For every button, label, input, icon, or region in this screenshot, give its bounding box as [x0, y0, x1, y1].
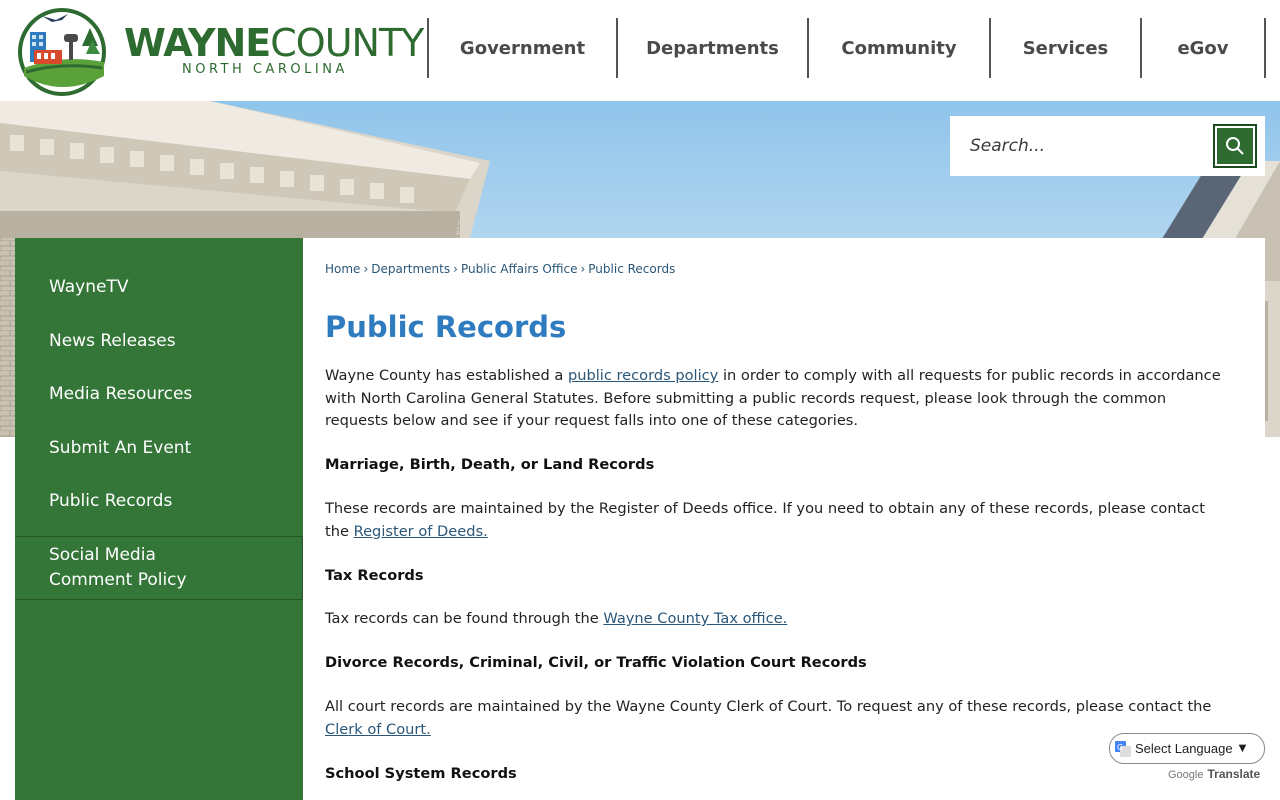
logo-subtitle: NORTH CAROLINA [182, 62, 348, 77]
register-of-deeds-link[interactable]: Register of Deeds. [353, 522, 488, 540]
powered-by-google[interactable] [1168, 767, 1260, 781]
breadcrumb-separator: › [363, 262, 369, 276]
section-heading-vital-records: Marriage, Birth, Death, or Land Records [325, 456, 655, 473]
section-text-court-records: All court records are maintained by the Wayne County Clerk of Court. To request any of these records, please contact the Clerk of Court. [325, 698, 1212, 738]
nav-departments[interactable]: Departments [616, 18, 807, 78]
google-label: Google [1168, 769, 1204, 781]
page-title: Public Records [325, 310, 567, 344]
search-icon [1225, 136, 1245, 156]
tax-office-link[interactable]: Wayne County Tax office. [603, 610, 788, 627]
county-emblem-icon [12, 6, 118, 96]
breadcrumb-separator: › [580, 262, 586, 276]
sidebar-item-public-records[interactable]: Public Records [49, 491, 173, 511]
main-nav [427, 18, 1266, 78]
main-content [303, 238, 1265, 800]
search-box [950, 116, 1265, 176]
sidebar-item-waynetv[interactable]: WayneTV [49, 277, 129, 297]
section-text-vital-records: These records are maintained by the Register of Deeds office. If you need to obtain any of these records, please contact the Register of Deeds. [325, 500, 1205, 540]
language-select[interactable] [1109, 733, 1265, 764]
search-input[interactable] [950, 116, 1212, 176]
translate-label: Translate [1207, 767, 1261, 781]
nav-services[interactable]: Services [989, 18, 1140, 78]
nav-government[interactable]: Government [427, 18, 616, 78]
public-records-policy-link[interactable]: public records policy [567, 367, 719, 384]
language-select-label: Select Language [1135, 741, 1233, 756]
breadcrumb-departments[interactable]: Departments [371, 262, 451, 276]
sidebar-item-social-media-policy[interactable]: Social Media Comment Policy [15, 536, 303, 600]
breadcrumb-separator: › [453, 262, 458, 276]
intro-paragraph: Wayne County has established a public records policy in order to comply with all requests for public records in accordance with North Carolina General Statutes. Before submitting a public records request, please look through the common requests below and see if your request falls into one of these categories. [325, 367, 1221, 429]
wayne-county-logo[interactable] [12, 6, 422, 96]
nav-community[interactable]: Community [807, 18, 989, 78]
chevron-down-icon: ▼ [1238, 743, 1247, 754]
clerk-of-court-link[interactable]: Clerk of Court. [325, 720, 431, 738]
search-button[interactable] [1213, 124, 1257, 168]
breadcrumb-public-affairs[interactable]: Public Affairs Office [460, 262, 578, 276]
breadcrumb-home[interactable]: Home [325, 262, 361, 276]
sidebar-item-media-resources[interactable]: Media Resources [49, 384, 193, 404]
google-translate-icon [1115, 741, 1131, 757]
sidebar-item-submit-event[interactable]: Submit An Event [49, 438, 192, 458]
section-text-tax-records: Tax records can be found through the Wayne County Tax office. [325, 610, 788, 627]
svg-text:G: G [1117, 742, 1124, 752]
breadcrumb [325, 262, 675, 276]
nav-egov[interactable]: eGov [1140, 18, 1266, 78]
logo-title: WAYNECOUNTY [124, 21, 424, 65]
sidebar-nav [15, 238, 303, 800]
section-heading-school-records: School System Records [325, 765, 517, 782]
section-heading-tax-records: Tax Records [325, 567, 424, 584]
sidebar-item-news-releases[interactable]: News Releases [49, 331, 176, 351]
section-heading-court-records: Divorce Records, Criminal, Civil, or Traffic Violation Court Records [325, 654, 867, 671]
site-header [0, 0, 1280, 101]
breadcrumb-current[interactable]: Public Records [588, 262, 676, 276]
